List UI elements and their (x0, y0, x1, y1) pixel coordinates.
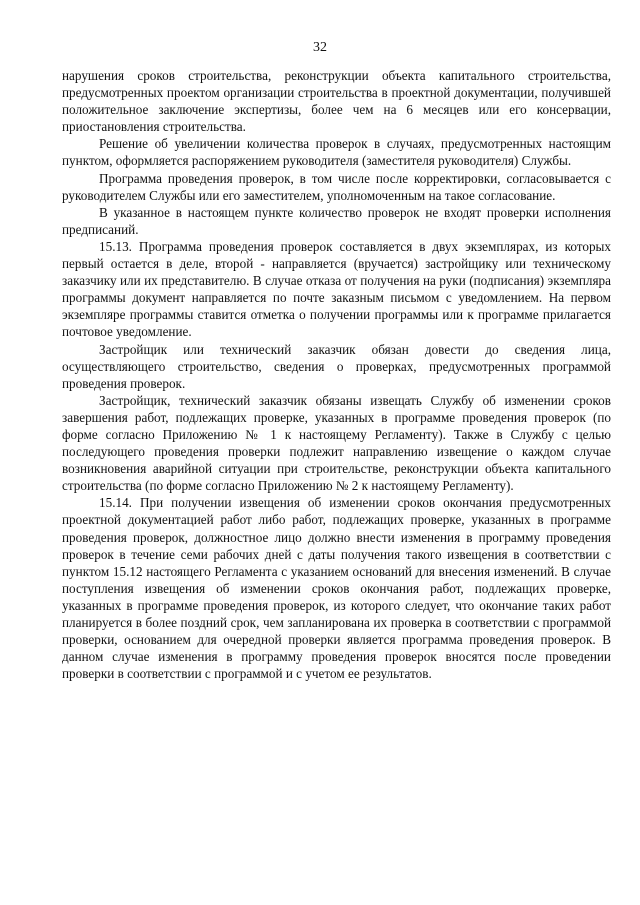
paragraph-excluded-checks: В указанное в настоящем пункте количество проверок не входят проверки исполнения предписаний. (62, 204, 611, 237)
page-number: 32 (313, 40, 327, 55)
paragraph-15-13: 15.13. Программа проведения проверок составляется в двух экземплярах, из которых первый остается в деле, второй - направляется (вручается) застройщику или техническому заказчику или их представителю. В случае отказа от получения на руки (подписания) экземпляра программы документ направляется по почте заказным письмом с уведомлением. На первом экземпляре программы ставится отметка о получении программы или к программе прилагается почтовое уведомление. (62, 238, 611, 340)
paragraph-continuation: нарушения сроков строительства, реконструкции объекта капитального строительства, предусмотренных проектом организации строительства в проектной документации, получившей положительное заключение экспертизы, более чем на 6 месяцев или его консервации, приостановления строительства. (62, 68, 611, 135)
paragraph-decision-increase-checks: Решение об увеличении количества проверок в случаях, предусмотренных настоящим пунктом, оформляется распоряжением руководителя (заместителя руководителя) Службы. (62, 136, 611, 169)
paragraph-program-approval: Программа проведения проверок, в том числе после корректировки, согласовывается с руководителем Службы или его заместителем, уполномоченным на такое согласование. (62, 170, 611, 203)
document-body (62, 67, 611, 682)
paragraph-15-14: 15.14. При получении извещения об изменении сроков окончания предусмотренных проектной документацией работ либо работ, подлежащих проверке, указанных в программе проведения проверок, должностное лицо должно внести изменения в программу проведения проверок в течение семи рабочих дней с даты получения такого извещения в соответствии с пунктом 15.12 настоящего Регламента с указанием оснований для внесения изменений. В случае поступления извещения об изменении сроков окончания работ, подлежащих проверке, указанных в программе проведения проверок, из которого следует, что окончание таких работ планируется в более поздний срок, чем запланирована их проверка в соответствии с программой проверки, основанием для очередной проверки является программа проведения проверок. В данном случае изменения в программу проведения проверок вносятся после проведении проверки в соответствии с программой и с учетом ее результатов. (62, 495, 611, 682)
paragraph-notification-duties: Застройщик, технический заказчик обязаны извещать Службу об изменении сроков завершения работ, подлежащих проверке, указанных в программе проведения проверок (по форме согласно Приложению № 1 к настоящему Регламенту). Также в Службу с целью последующего проведения проверки подлежит направлению извещение о каждом случае возникновения аварийной ситуации при строительстве, реконструкции объекта капитального строительства (по форме согласно Приложению № 2 к настоящему Регламенту). (62, 392, 611, 494)
paragraph-developer-obligation: Застройщик или технический заказчик обязан довести до сведения лица, осуществляющего строительство, сведения о проверках, предусмотренных программой проведения проверок. (62, 341, 611, 391)
